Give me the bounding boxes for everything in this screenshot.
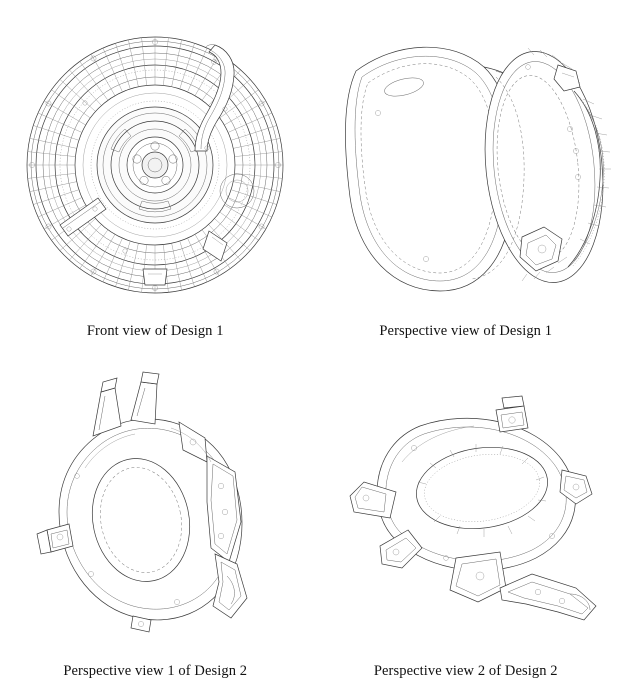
figure-perspective-view-2-design-2 <box>311 340 621 680</box>
figure-perspective-view-design-1 <box>311 0 621 340</box>
caption-perspective-view-1-design-2: Perspective view 1 of Design 2 <box>63 663 248 679</box>
perspective-view-1-design-2-illustration <box>5 352 305 652</box>
figure-front-view-design-1 <box>0 0 311 340</box>
perspective-view-design-1-illustration <box>316 13 616 313</box>
drawing-front-view-design-1 <box>0 0 311 326</box>
drawing-perspective-view-1-design-2 <box>0 340 311 664</box>
caption-front-view-design-1: Front view of Design 1 <box>86 323 224 339</box>
drawing-perspective-view-2-design-2 <box>311 340 621 664</box>
front-view-design-1-illustration <box>5 13 305 313</box>
drawing-perspective-view-design-1 <box>311 0 621 326</box>
perspective-view-2-design-2-illustration <box>316 352 616 652</box>
caption-perspective-view-2-design-2: Perspective view 2 of Design 2 <box>373 663 558 679</box>
figure-perspective-view-1-design-2 <box>0 340 311 680</box>
caption-perspective-view-design-1: Perspective view of Design 1 <box>379 323 553 339</box>
